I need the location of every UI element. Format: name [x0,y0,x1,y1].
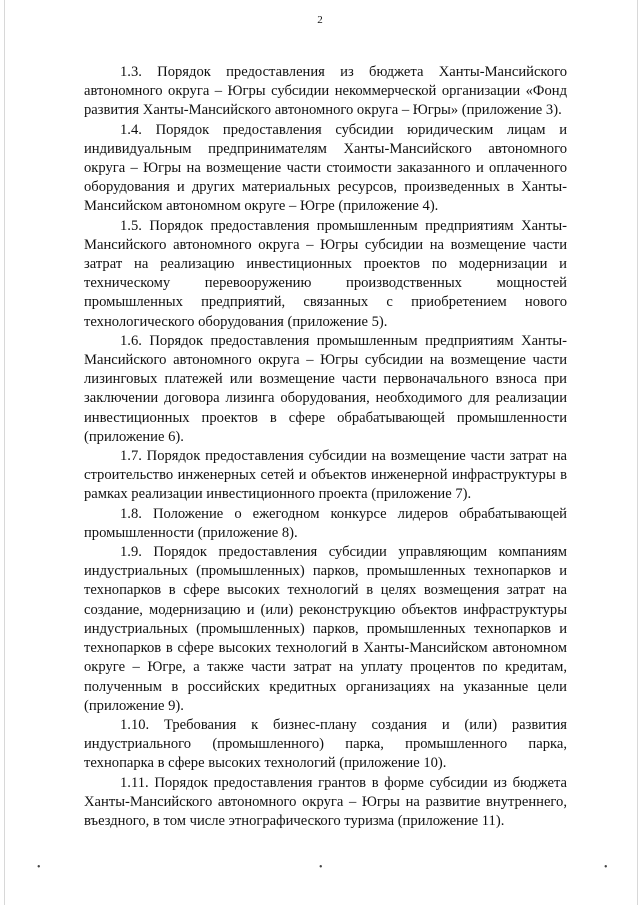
paragraph-1-10: 1.10. Требования к бизнес-плану создания и (или) развития индустриального (промышленного) парка, промышленного парка, технопарка в сфере высоких технологий (приложение 10). [84,716,567,772]
paragraph-1-9: 1.9. Порядок предоставления субсидии управляющим компаниям индустриальных (промышленных) парков, промышленных технопарков и технопарков в сфере высоких технологий в целях возмещения затрат на создание, модернизацию и (или) реконструкцию объектов инфраструктуры индустриальных (промышленных) парков, промышленных технопарков и технопарков в сфере высоких технологий в Ханты-Мансийском автономном округе – Югре, а также части затрат на уплату процентов по кредитам, полученным в российских кредитных организациях на указанные цели (приложение 9). [84,544,567,714]
paragraph-1-3: 1.3. Порядок предоставления из бюджета Ханты-Мансийского автономного округа – Югры субсидии некоммерческой организации «Фонд развития Ханты-Мансийского автономного округа – Югры» (приложение 3). [84,64,567,119]
paragraph-1-6: 1.6. Порядок предоставления промышленным предприятиям Ханты-Мансийского автономного округа – Югры субсидии на возмещение части лизинговых платежей или возмещение части первоначального взноса при заключении договора лизинга оборудования, необходимого для реализации инвестиционных проектов в сфере обрабатывающей промышленности (приложение 6). [84,332,567,445]
scan-dot-center: • [319,862,323,873]
paragraph-1-11: 1.11. Порядок предоставления грантов в форме субсидии из бюджета Ханты-Мансийского автономного округа – Югры на развитие внутреннего, въездного, в том числе этнографического туризма (приложение 11). [84,774,567,829]
scan-dot-left: • [37,862,41,873]
paragraph-1-4: 1.4. Порядок предоставления субсидии юридическим лицам и индивидуальным предпринимателям Ханты-Мансийского автономного округа – Югры на возмещение части стоимости заказанного и оплаченного оборудования и других материальных ресурсов, произведенных в Ханты-Мансийском автономном округе – Югре (приложение 4). [84,121,567,215]
paragraph-1-8: 1.8. Положение о ежегодном конкурсе лидеров обрабатывающей промышленности (приложение 8). [84,505,567,541]
scan-edge-right [637,0,638,905]
paragraph-1-7: 1.7. Порядок предоставления субсидии на возмещение части затрат на строительство инженерных сетей и объектов инженерной инфраструктуры в рамках реализации инвестиционного проекта (приложение 7). [84,448,567,503]
document-body [84,63,567,831]
paragraph-1-5: 1.5. Порядок предоставления промышленным предприятиям Ханты-Мансийского автономного округа – Югры субсидии на возмещение части затрат на реализацию инвестиционных проектов по модернизации и техническому перевооружению производственных мощностей промышленных предприятий, связанных с приобретением нового технологического оборудования (приложение 5). [84,217,567,330]
scan-edge-left [4,0,5,905]
scan-dot-right: • [604,862,608,873]
page-number: 2 [317,14,323,26]
